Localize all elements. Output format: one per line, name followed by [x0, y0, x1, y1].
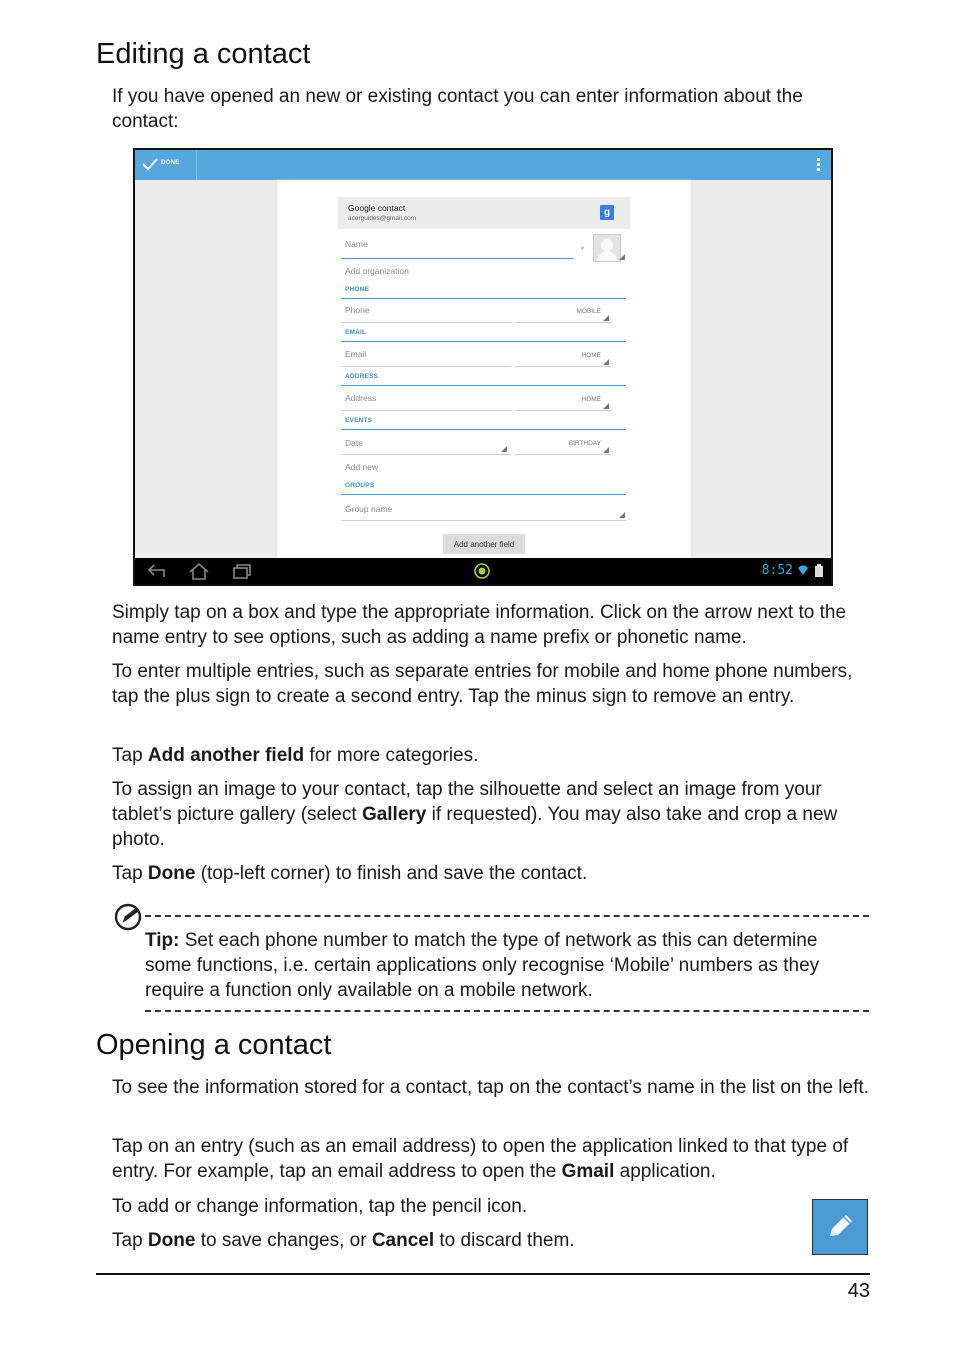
status-circle-icon	[473, 562, 491, 580]
back-icon[interactable]	[147, 563, 167, 579]
tip-divider-bottom	[145, 1010, 869, 1012]
page-number: 43	[847, 1280, 870, 1302]
paragraph-assign-image: To assign an image to your contact, tap the silhouette and select an image from your tablet’s picture gallery (select Gallery if requested). You may also take and crop a new photo.	[112, 779, 838, 850]
done-label: DONE	[161, 160, 180, 166]
chevron-down-icon[interactable]: ⌄	[579, 242, 586, 251]
section-title-opening: Opening a contact	[96, 1029, 332, 1061]
pencil-icon	[813, 1200, 867, 1254]
date-field[interactable]: Date	[345, 438, 363, 448]
contact-photo-silhouette[interactable]	[593, 234, 621, 262]
add-another-field-button[interactable]: Add another field	[443, 534, 525, 554]
paragraph-add-field: Tap Add another field for more categories.	[112, 745, 479, 766]
paragraph-done-cancel: Tap Done to save changes, or Cancel to discard them.	[112, 1230, 575, 1251]
group-name-field[interactable]: Group name	[345, 504, 393, 514]
account-email: acerguides@gmail.com	[348, 215, 417, 222]
phone-type-select[interactable]: MOBILE	[576, 308, 601, 315]
name-field[interactable]: Name	[345, 239, 368, 249]
tip-text: Tip: Set each phone number to match the type of network as this can determine some functions, i.e. certain applications only recognise ‘Mobile’ numbers as they require a function only available on a mobile network.	[145, 930, 820, 1001]
add-organization-link[interactable]: Add organization	[345, 266, 409, 276]
overflow-menu-icon[interactable]	[817, 158, 821, 172]
tip-pencil-icon	[114, 903, 144, 931]
tip-divider-top	[145, 915, 869, 917]
clock-readout: 8:52	[761, 563, 793, 578]
home-icon[interactable]	[188, 563, 210, 580]
date-type-select[interactable]: BIRTHDAY	[568, 440, 601, 447]
section-title-editing: Editing a contact	[96, 38, 311, 70]
battery-icon	[815, 564, 823, 577]
tablet-screenshot	[133, 148, 833, 586]
recent-apps-icon[interactable]	[232, 563, 252, 579]
address-type-select[interactable]: HOME	[581, 396, 601, 403]
paragraph-tap-box: Simply tap on a box and type the appropriate information. Click on the arrow next to the name entry to see options, such as adding a name prefix or phonetic name.	[112, 602, 847, 648]
account-name: Google contact	[348, 203, 406, 213]
address-section-header: ADDRESS	[345, 373, 379, 380]
contact-editor-sheet	[277, 180, 691, 558]
groups-section-header: GROUPS	[345, 482, 375, 489]
phone-section-header: PHONE	[345, 286, 370, 293]
phone-field[interactable]: Phone	[345, 305, 370, 315]
account-header	[338, 197, 630, 229]
done-button[interactable]	[135, 150, 197, 180]
footer-rule	[96, 1273, 870, 1275]
wifi-icon	[797, 564, 809, 576]
checkmark-icon	[142, 158, 158, 170]
email-section-header: EMAIL	[345, 329, 367, 336]
email-field[interactable]: Email	[345, 349, 367, 359]
add-new-event-link[interactable]: Add new	[345, 462, 379, 472]
paragraph-multiple-entries: To enter multiple entries, such as separate entries for mobile and home phone numbers, tap the plus sign to create a second entry. Tap the minus sign to remove an entry.	[112, 661, 853, 707]
paragraph-done: Tap Done (top-left corner) to finish and save the contact.	[112, 863, 588, 884]
intro-paragraph: If you have opened an new or existing contact you can enter information about the contact:	[112, 86, 803, 132]
paragraph-see-info: To see the information stored for a contact, tap on the contact’s name in the list on the left.	[112, 1077, 869, 1098]
paragraph-pencil: To add or change information, tap the pencil icon.	[112, 1196, 528, 1217]
email-type-select[interactable]: HOME	[581, 352, 601, 359]
google-icon: g	[600, 205, 614, 220]
action-bar	[135, 150, 831, 180]
events-section-header: EVENTS	[345, 417, 373, 424]
address-field[interactable]: Address	[345, 393, 377, 403]
paragraph-tap-entry: Tap on an entry (such as an email address) to open the application linked to that type of entry. For example, tap an email address to open the Gmail application.	[112, 1136, 849, 1182]
system-nav-bar	[135, 558, 831, 584]
pencil-edit-button[interactable]	[812, 1199, 868, 1255]
